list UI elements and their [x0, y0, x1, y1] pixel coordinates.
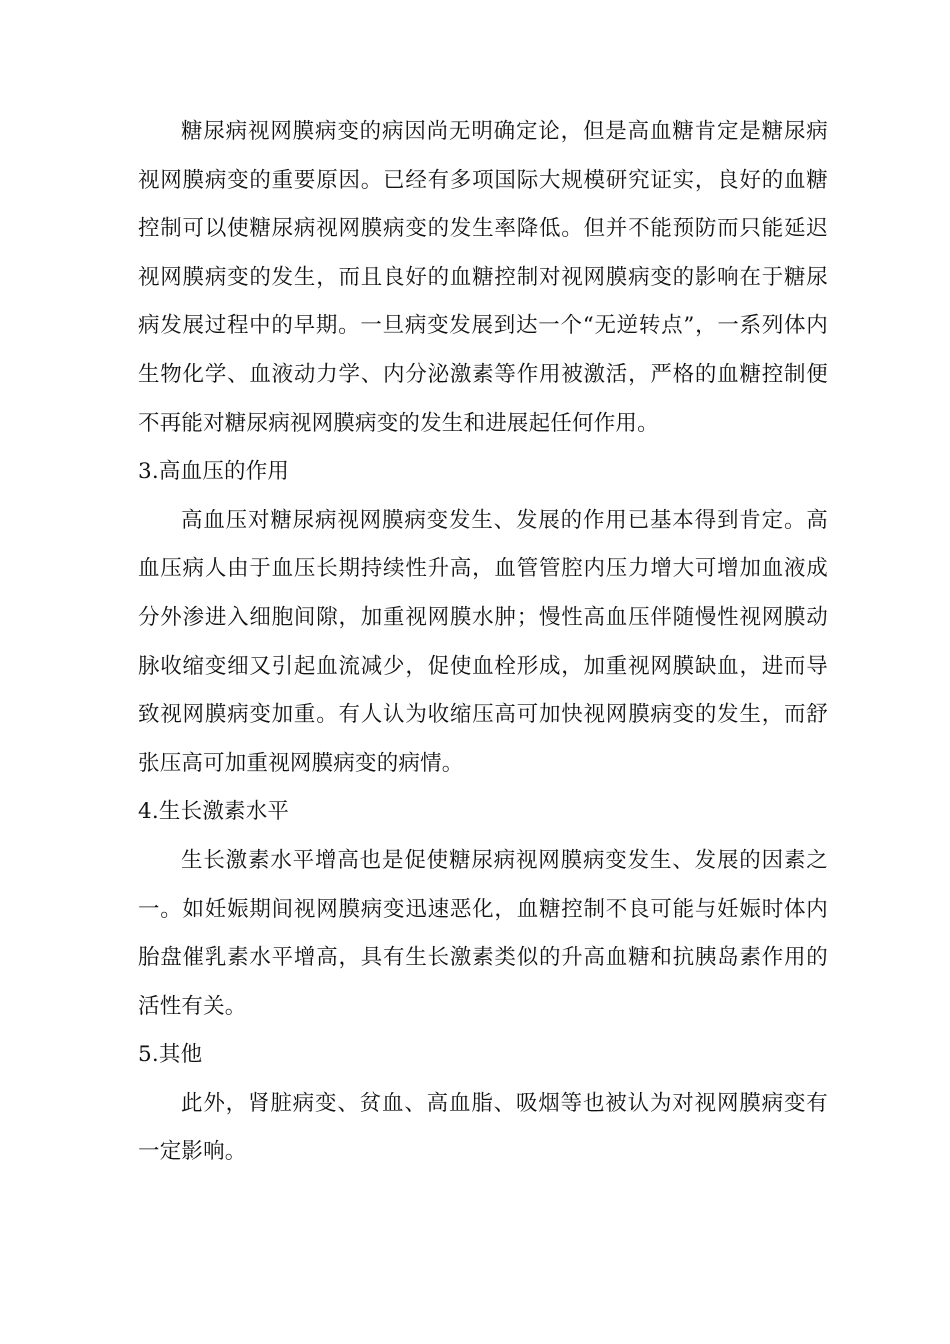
document-body [138, 108, 828, 1177]
paragraph-growth-hormone: 生长激素水平增高也是促使糖尿病视网膜病变发生、发展的因素之一。如妊娠期间视网膜病变迅速恶化，血糖控制不良可能与妊娠时体内胎盘催乳素水平增高，具有生长激素类似的升高血糖和抗胰岛素作用的活性有关。 [138, 847, 828, 1019]
paragraph-blood-glucose: 糖尿病视网膜病变的病因尚无明确定论，但是高血糖肯定是糖尿病视网膜病变的重要原因。已经有多项国际大规模研究证实，良好的血糖控制可以使糖尿病视网膜病变的发生率降低。但并不能预防而只能延迟视网膜病变的发生，而且良好的血糖控制对视网膜病变的影响在于糖尿病发展过程中的早期。一旦病变发展到达一个“无逆转点”，一系列体内生物化学、血液动力学、内分泌激素等作用被激活，严格的血糖控制便不再能对糖尿病视网膜病变的发生和进展起任何作用。 [138, 119, 828, 436]
heading-other: 5.其他 [138, 1042, 203, 1068]
paragraph-other: 此外，肾脏病变、贫血、高血脂、吸烟等也被认为对视网膜病变有一定影响。 [138, 1090, 828, 1165]
paragraph-hypertension: 高血压对糖尿病视网膜病变发生、发展的作用已基本得到肯定。高血压病人由于血压长期持续性升高，血管管腔内压力增大可增加血液成分外渗进入细胞间隙，加重视网膜水肿；慢性高血压伴随慢性视网膜动脉收缩变细又引起血流减少，促使血栓形成，加重视网膜缺血，进而导致视网膜病变加重。有人认为收缩压高可加快视网膜病变的发生，而舒张压高可加重视网膜病变的病情。 [138, 507, 828, 776]
heading-growth-hormone: 4.生长激素水平 [138, 799, 290, 825]
heading-hypertension: 3.高血压的作用 [138, 459, 290, 485]
